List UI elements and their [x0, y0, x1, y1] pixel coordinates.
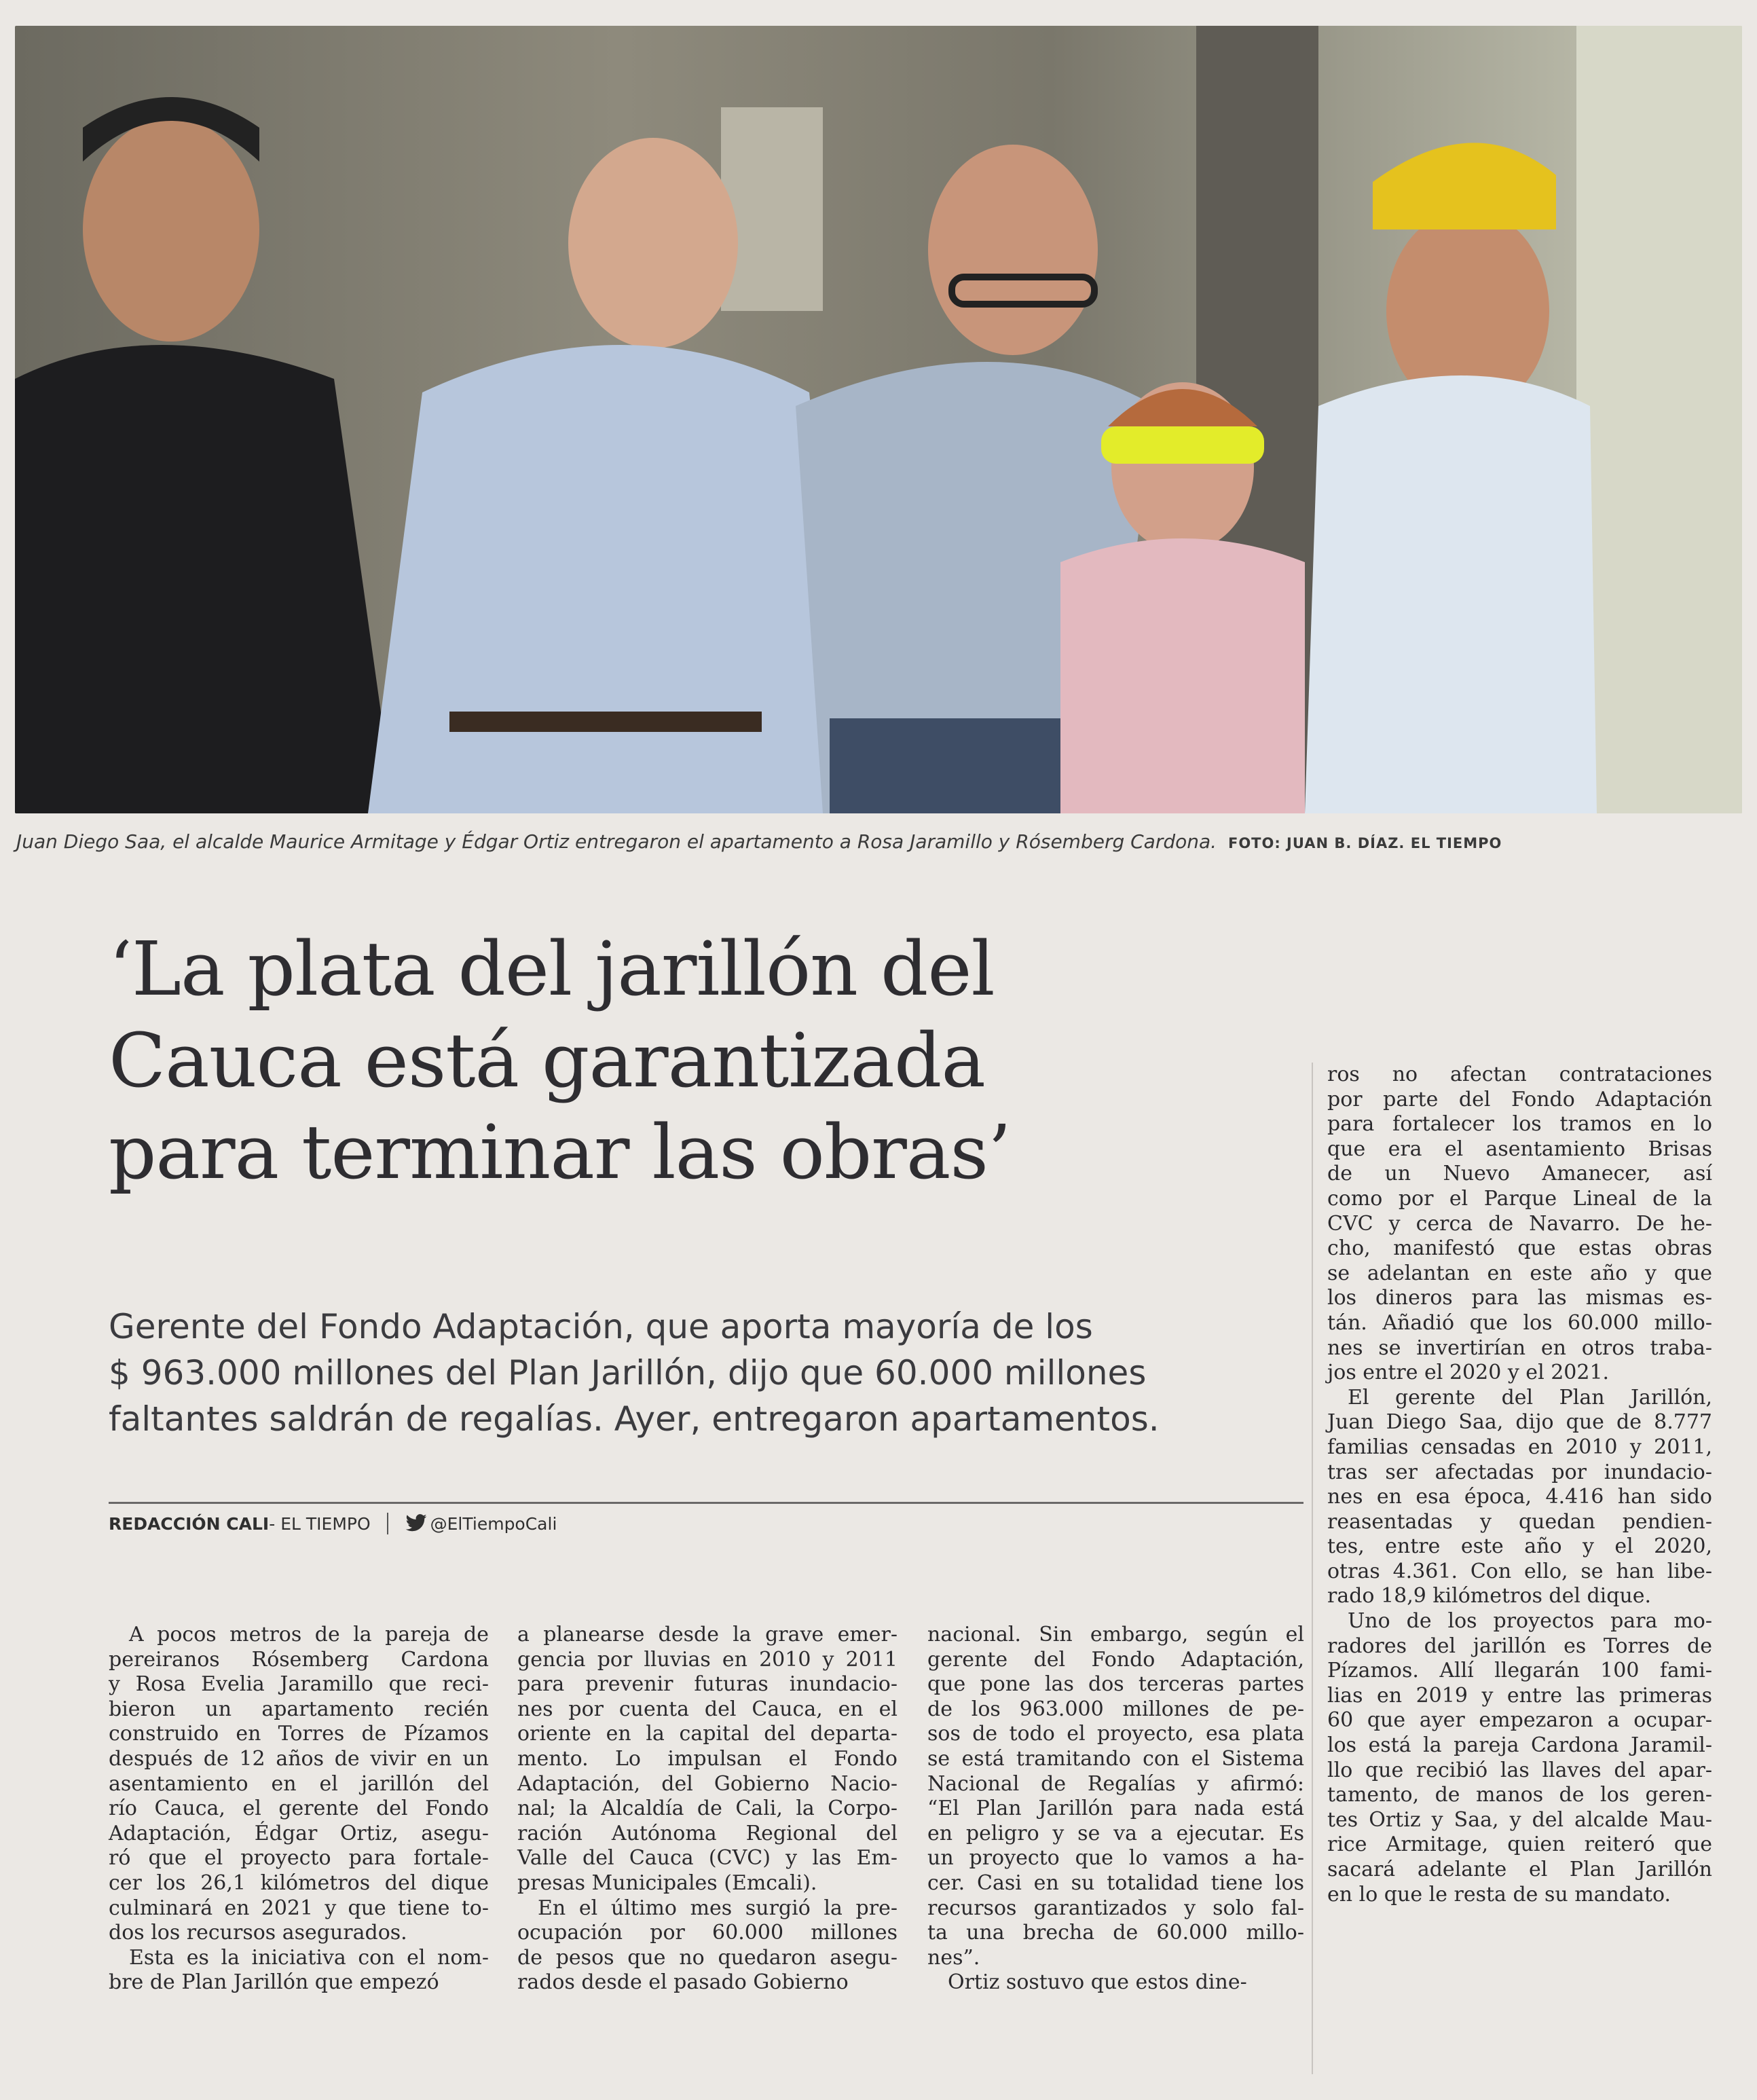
body-text-line: Juan Diego Saa, dijo que de 8.777	[1327, 1410, 1712, 1435]
headline-line: para terminar las obras’	[109, 1109, 1011, 1196]
body-text-line: se está tramitando con el Sistema	[927, 1746, 1304, 1771]
body-text-line: “El Plan Jarillón para nada está	[927, 1797, 1304, 1821]
body-text-line: pereiranos Rósemberg Cardona	[109, 1647, 489, 1672]
body-text-line: dos los recursos asegurados.	[109, 1921, 407, 1945]
body-text-line: nes por cuenta del Cauca, en el	[517, 1697, 898, 1721]
body-text-line: como por el Parque Lineal de la	[1327, 1186, 1712, 1211]
body-text-line: construido en Torres de Pízamos	[109, 1722, 489, 1746]
body-text-line: de los 963.000 millones de pe-	[927, 1697, 1304, 1721]
body-text-line: reasentadas y quedan pendien-	[1327, 1509, 1712, 1534]
headline	[109, 923, 1290, 1198]
photo-caption	[16, 830, 1734, 855]
subheadline	[109, 1304, 1276, 1442]
body-column-1	[109, 1623, 489, 1995]
body-text-line: En el último mes surgió la pre-	[538, 1896, 898, 1920]
headline-line: ‘La plata del jarillón del	[109, 925, 995, 1012]
body-text-line: los dineros para las mismas es-	[1327, 1286, 1712, 1310]
body-text-line: ración Autónoma Regional del	[517, 1821, 898, 1845]
body-text-line: tamento, de manos de los geren-	[1327, 1783, 1712, 1807]
body-column-2	[517, 1623, 898, 1995]
body-text-line: de un Nuevo Amanecer, así	[1327, 1162, 1712, 1186]
body-text-line: Valle del Cauca (CVC) y las Em-	[517, 1846, 898, 1871]
caption-text: Juan Diego Saa, el alcalde Maurice Armitage y Édgar Ortiz entregaron el apartamento a Rosa Jaramillo y Rósemberg Cardona.	[16, 830, 1217, 853]
body-text-line: presas Municipales (Emcali).	[517, 1871, 817, 1895]
body-text-line: bre de Plan Jarillón que empezó	[109, 1970, 439, 1995]
body-text-line: cer. Casi en su totalidad tiene los	[927, 1871, 1304, 1895]
subheadline-line: Gerente del Fondo Adaptación, que aporta mayoría de los	[109, 1307, 1093, 1346]
photo-credit: FOTO: JUAN B. DÍAZ. EL TIEMPO	[1227, 835, 1502, 851]
body-text-line: oriente en la capital del departa-	[517, 1722, 898, 1746]
body-text-line: CVC y cerca de Navarro. De he-	[1327, 1211, 1712, 1236]
body-text-line: para prevenir futuras inundacio-	[517, 1672, 898, 1697]
body-text-line: río Cauca, el gerente del Fondo	[109, 1797, 489, 1821]
byline	[109, 1513, 557, 1534]
body-column-4	[1327, 1063, 1712, 1907]
body-text-line: en peligro y se va a ejecutar. Es	[927, 1821, 1304, 1845]
byline-divider	[109, 1502, 1303, 1504]
body-text-line: otras 4.361. Con ello, se han libe-	[1327, 1559, 1712, 1583]
body-text-line: Uno de los proyectos para mo-	[1348, 1609, 1712, 1634]
body-text-line: ró que el proyecto para fortale-	[109, 1846, 489, 1871]
body-text-line: nacional. Sin embargo, según el	[927, 1623, 1304, 1646]
body-text-line: asentamiento en el jarillón del	[109, 1771, 489, 1796]
body-text-line: de pesos que no quedaron asegu-	[517, 1945, 898, 1970]
body-text-line: nes se invertirían en otros traba-	[1327, 1335, 1712, 1360]
byline-separator	[387, 1513, 388, 1534]
body-text-line: Nacional de Regalías y afirmó:	[927, 1771, 1304, 1796]
body-text-line: después de 12 años de vivir en un	[109, 1746, 489, 1771]
body-text-line: Esta es la iniciativa con el nom-	[129, 1945, 489, 1970]
body-text-line: nal; la Alcaldía de Cali, la Corpo-	[517, 1797, 898, 1821]
body-text-line: recursos garantizados y solo fal-	[927, 1896, 1304, 1920]
headline-line: Cauca está garantizada	[109, 1017, 985, 1104]
body-text-line: 60 que ayer empezaron a ocupar-	[1327, 1708, 1712, 1733]
byline-outlet: - EL TIEMPO	[269, 1513, 371, 1534]
body-text-line: rados desde el pasado Gobierno	[517, 1970, 849, 1995]
body-text-line: y Rosa Evelia Jaramillo que reci-	[109, 1672, 489, 1697]
body-text-line: Pízamos. Allí llegarán 100 fami-	[1327, 1659, 1712, 1683]
body-text-line: que era el asentamiento Brisas	[1327, 1137, 1712, 1161]
byline-twitter-handle: @ElTiempoCali	[430, 1513, 557, 1534]
body-text-line: Ortiz sostuvo que estos dine-	[948, 1970, 1247, 1995]
body-text-line: Adaptación, Édgar Ortiz, asegu-	[109, 1821, 489, 1845]
body-text-line: cho, manifestó que estas obras	[1327, 1236, 1712, 1261]
body-text-line: cer los 26,1 kilómetros del dique	[109, 1871, 489, 1895]
body-text-line: Adaptación, del Gobierno Nacio-	[517, 1771, 898, 1796]
body-text-line: los está la pareja Cardona Jaramil-	[1327, 1733, 1712, 1758]
column-divider	[1312, 1063, 1313, 2074]
body-column-3	[927, 1623, 1304, 1995]
body-text-line: tras ser afectadas por inundacio-	[1327, 1460, 1712, 1484]
body-text-line: rice Armitage, quien reiteró que	[1327, 1832, 1712, 1857]
body-text-line: mento. Lo impulsan el Fondo	[517, 1746, 898, 1771]
body-text-line: nes en esa época, 4.416 han sido	[1327, 1485, 1712, 1509]
body-text-line: ros no afectan contrataciones	[1327, 1063, 1712, 1086]
subheadline-line: $ 963.000 millones del Plan Jarillón, dijo que 60.000 millones	[109, 1353, 1147, 1393]
body-text-line: gencia por lluvias en 2010 y 2011	[517, 1647, 898, 1672]
body-text-line: llo que recibió las llaves del apar-	[1327, 1758, 1712, 1782]
body-text-line: ocupación por 60.000 millones	[517, 1921, 898, 1945]
body-text-line: ta una brecha de 60.000 millo-	[927, 1921, 1304, 1945]
twitter-bird-icon	[405, 1514, 428, 1533]
body-text-line: A pocos metros de la pareja de	[129, 1623, 489, 1646]
body-text-line: rado 18,9 kilómetros del dique.	[1327, 1584, 1652, 1608]
body-text-line: un proyecto que lo vamos a ha-	[927, 1846, 1304, 1871]
body-text-line: en lo que le resta de su mandato.	[1327, 1882, 1671, 1906]
body-text-line: lias en 2019 y entre las primeras	[1327, 1683, 1712, 1708]
body-text-line: para fortalecer los tramos en lo	[1327, 1112, 1712, 1137]
body-text-line: jos entre el 2020 y el 2021.	[1327, 1361, 1610, 1385]
body-text-line: sacará adelante el Plan Jarillón	[1327, 1858, 1712, 1881]
body-text-line: a planearse desde la grave emer-	[517, 1623, 898, 1646]
body-text-line: gerente del Fondo Adaptación,	[927, 1647, 1304, 1672]
body-text-line: que pone las dos terceras partes	[927, 1672, 1304, 1697]
body-text-line: radores del jarillón es Torres de	[1327, 1634, 1712, 1658]
body-text-line: culminará en 2021 y que tiene to-	[109, 1896, 489, 1920]
body-text-line: tes Ortiz y Saa, y del alcalde Mau-	[1327, 1807, 1712, 1832]
body-text-line: El gerente del Plan Jarillón,	[1348, 1385, 1712, 1410]
body-text-line: por parte del Fondo Adaptación	[1327, 1087, 1712, 1111]
byline-desk: REDACCIÓN CALI	[109, 1513, 270, 1534]
body-text-line: tán. Añadió que los 60.000 millo-	[1327, 1310, 1712, 1335]
body-text-line: sos de todo el proyecto, esa plata	[927, 1722, 1304, 1746]
body-text-line: tes, entre este año y el 2020,	[1327, 1534, 1712, 1559]
body-text-line: se adelantan en este año y que	[1327, 1261, 1712, 1285]
body-text-line: familias censadas en 2010 y 2011,	[1327, 1435, 1712, 1459]
subheadline-line: faltantes saldrán de regalías. Ayer, entregaron apartamentos.	[109, 1399, 1160, 1439]
body-text-line: nes”.	[927, 1945, 980, 1970]
news-photo	[15, 26, 1742, 813]
body-text-line: bieron un apartamento recién	[109, 1697, 489, 1721]
